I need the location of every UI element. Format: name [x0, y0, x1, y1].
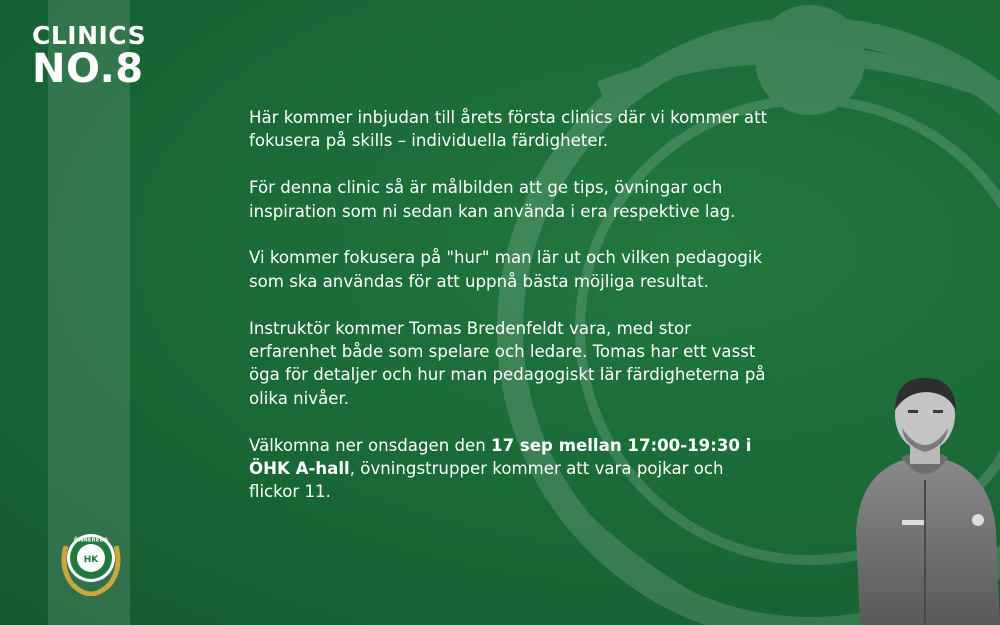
welcome-text-end: , övningstrupper kommer att vara pojkar och flickor 11.: [249, 459, 724, 502]
logo-sub: HK: [83, 555, 99, 565]
logo-year: 1965: [84, 587, 98, 593]
paragraph-welcome: [249, 434, 769, 504]
title-line-2: NO.8: [32, 46, 144, 92]
paragraph-focus: Vi kommer fokusera på "hur" man lär ut och vilken pedagogik som ska användas för att uppnå bästa möjliga resultat.: [249, 248, 763, 291]
welcome-time-place: 17 sep mellan 17:00-19:30 i ÖHK A-hall: [249, 435, 752, 479]
instructor-photo: [850, 370, 1000, 625]
welcome-text-start: Välkomna ner onsdagen den: [249, 435, 492, 455]
logo-name: ÖNNEREDS: [73, 537, 109, 544]
paragraph-intro: Här kommer inbjudan till årets första clinics där vi kommer att fokusera på skills – individuella färdigheter.: [249, 108, 768, 151]
invitation-text: [249, 106, 769, 527]
page-title: [32, 21, 147, 92]
paragraph-instructor: Instruktör kommer Tomas Bredenfeldt vara, med stor erfarenhet både som spelare och ledare. Tomas har ett vasst öga för detaljer och hur man pedagogiskt lär färdigheterna på olika nivåer.: [249, 318, 766, 408]
paragraph-goal: För denna clinic så är målbilden att ge tips, övningar och inspiration som ni sedan kan använda i era respektive lag.: [249, 178, 736, 221]
title-line-1: CLINICS: [32, 21, 147, 50]
club-logo: [58, 528, 124, 596]
